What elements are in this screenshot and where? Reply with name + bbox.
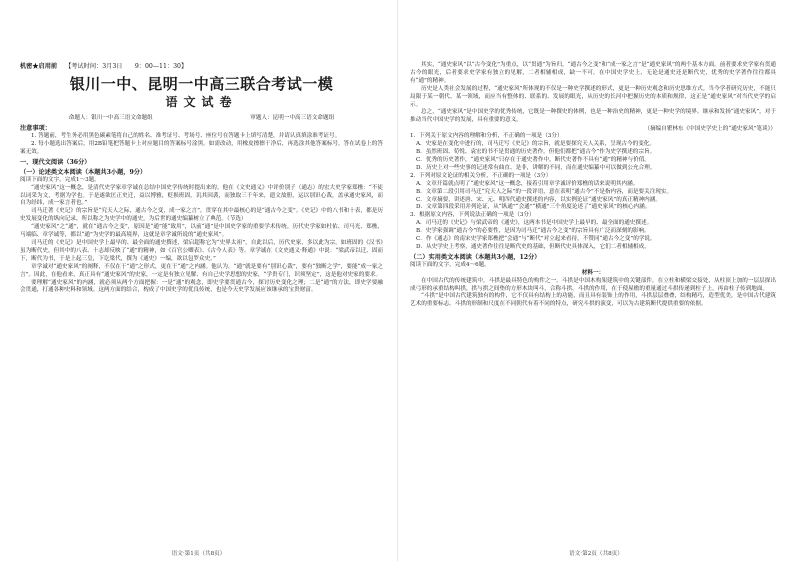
section-2-heading: （二）实用类文本阅读（本题共3小题，12分） [410,253,541,261]
setter-a: 命题人：银川一中高三语文命题组 [68,115,153,121]
option-b: B．文章第二段引用司马迁“究天人之际”的一段评语，意在表明“通古今”不是指内容，而是要关注现实。 [416,188,673,195]
citation: （摘编自瞿林东《中国史学史上的“通史家风”笔谈》） [644,126,776,133]
notice-1: 1. 答题前，考生务必用黑色碳素笔将自己的姓名、准考证号、考场号、座位号在答题卡上填写清楚，并请认真填涂准考证号。 [31,133,341,139]
section-1a-heading: （一）论述类文本阅读（本题共3小题，9分） [20,168,147,176]
paragraph: 历史是人类社会发展的过程，“通史家风”所体现的不仅是一种史学撰述的形式，更是一种历史观念和历史思维方式。当今学者研究历史，不能只局限于某一朝代、某一领域，而应当有整体的、联系的、发展的眼光，从历史的长河中把握历史的本质和规律，这正是“通史家风”对当代史学的启示。 [410,85,776,108]
paragraph: 其实，“通史家风”以“古今变化”为重点，以“贯通”为旨归，“通古今之变”和“成一家之言”是“通史家风”的两个基本方面。前者要求史学家有贯通古今的眼光，后者要求史学家有独立的见解，二者相辅相成，缺一不可。在中国史学史上，无论是通史还是断代史，优秀的史学著作往往都具有“通”的精神。 [410,62,776,84]
exam-title: 银川一中、昆明一中高三联合考试一模 [69,75,334,93]
paragraph: 要理解“通史家风”的内涵，就必须从两个方面把握：一是“通”的观念，即史学要贯通古今，探讨历史变化之理；二是“通”的方法，即史学要融会贯通，打通各种史料和领域。这两方面的结合，构成了中国史学的优良传统，也是今天史学发展应该继承的宝贵财富。 [20,279,383,294]
exam-subtitle: 语文试卷 [165,95,238,109]
page-footer: 语文·第2页（共8页） [569,551,623,557]
paragraph: 在中国古代的传统建筑中，斗拱是最具特色的构件之一。斗拱是中国木构架建筑中的关键部件，在立柱和横梁交接处，从柱顶上加的一层层探出成弓形的承重结构叫拱，拱与拱之间垫的方形木块叫斗，合称斗拱。斗拱的作用，在于使屋檐的重量通过斗拱传递到柱子上，再由柱子传到地面。 [410,277,776,292]
question-3: 3．根据原文内容，下列说法正确的一项是（3分） [410,212,535,219]
option-b: B．虽然班固、荀悦、袁宏的书不是贯通的历史著作，但他们都把“通古今”作为史学撰述的宗旨。 [416,149,656,156]
secret-label: 机密★启用前 [20,63,58,70]
setter-b: 审题人：昆明一中高三语文命题组 [250,115,335,121]
option-a: A．史家是在变化中进行的，司马迁写《史记》的宗旨，就是要探究天人关系，呈现古今的变化。 [416,141,655,148]
paragraph: “通史家风”之“通”，就在“通古今之变”，原因是“通”能“致用”，以前“通”是中国史学家的重要学术传统。历代史学家如杜佑、司马光、郑樵、马端临、章学诚等，都以“通”为史学的最高境界，这就是章学诚所说的“通史家风”。 [20,224,383,239]
paragraph: “通史家风”这一概念，是清代史学家章学诚在总结中国史学传统时提出来的。他在《文史通义》中评价别子（通志）的宏大史学家郑樵：“不徒以词采为文，考据为学也。于是遂欲匡正史迁，益以博雅，贬损班固，讥其因袭，而独取三千年来，遗文故册，运以别识心裁，盖承通史家风，而自为经纬，成一家言者也。” [20,184,383,207]
option-d: D．历史上对一些史事的记述常有曲直、是非，讲解的不同，而在通史编纂中可以做到公允合理。 [416,164,656,171]
paragraph: 司马迁的《史记》是中国史学上最早的、最全面的通史撰述，梁启超称它为“史界太祖”，自此以后，历代史家，多以此为宗，如班固的《汉书》虽为断代史，但其中的八表、十志却反映了“通”的精神，如《百官公卿表》、《古今人表》等。章学诚在《文史通义·释通》中说：“梁武帝以迁、固而下，断代为书，于是上起三皇，下讫梁代，撰为《通史》一编，欲以包罗众史。” [20,239,383,262]
question-1: 1．下列关于原文内容的理解和分析，不正确的一项是（3分） [410,133,563,140]
page-2 [397,0,794,561]
option-c: C．优秀的历史著作，“通史家风”只存在于通史著作中，断代史著作不具有“通”的精神与价值。 [416,156,650,163]
exam-time: 【考试时间：3月3日 9：00—11：30】 [65,63,188,70]
option-d: D．文章第四段采用并列论证，从“纵通”“会通”“横通”三个角度论述了“通史家风”的核心内涵。 [416,204,651,211]
paragraph: 章学诚对“通史家风”的阐释，不仅在于“通”之形式，更在于“通”之内涵。他认为，“通”就是要有“别识心裁”，要有“独断之学”，要能“成一家之言”。因此，在他看来，真正具有“通史家风”的史家，一定是有独立见解、有自己史学思想的史家，“学贵专门，识须坚定”，这是他对史家的要求。 [20,263,383,278]
option-a: A．司马迁的《史记》与梁武帝的《通史》，这两本书是中国史学上最早的、最全面的通史撰述。 [416,220,653,227]
setters [20,114,383,122]
option-c: C．文章摘要，讲述唐、宋、元、明四代通史撰述的内容，以实例论证“通史家风”的真正精神内涵。 [416,196,661,203]
option-b: B．史学家强调“通古今”的必要性，是因为司马迁“通古今之变”的宗旨具有广泛而深刻的影响。 [416,228,650,235]
page-footer: 语文·第1页（共8页） [171,551,226,557]
material-1-label: 材料一： [581,269,605,276]
paragraph: 总之，“通史家风”是中国史学的优秀传统，它既是一种撰史的体例，也是一种治史的精神，更是一种史学的境界。继承和发扬“通史家风”，对于推动当代中国史学的发展，具有重要的意义。 [410,109,776,124]
question-2: 2．下列对原文论证的相关分析，不正确的一项是（3分） [410,172,552,179]
section-1-heading: 一、现代文阅读（36分） [20,158,91,166]
paragraph: “斗拱”是中国古代建筑独有的构件，它不仅具有结构上的功能，而且具有装饰上的作用，斗拱层层叠叠，结构精巧，造型优美，是中国古代建筑艺术的重要标志。斗拱的形制和尺度在不同朝代有着不同的特点，研究斗拱的演变，可以为古建筑断代提供重要的依据。 [410,293,776,308]
paragraph: 司马迁著《史记》的宗旨是“究天人之际，通古今之变，成一家之言”，贯穿在其中最核心的是“通古今之变”。《史记》中的八书和十表，都是历史发展变化的纵向记录，所以称之为史学中的通史，为后世的通史编纂树立了典范。（节选） [20,208,383,223]
option-d: D．从史学史上考察，通史著作往往是断代史的基础，但断代史具体深入，它们二者相辅相成。 [416,243,650,250]
exam-header [20,62,383,71]
option-c: C．作《通志》的南宋史学家郑樵把“会通”与“断代”对立起来看待，不赞同“通古今之变”的学说。 [416,236,656,243]
notice-title: 注意事项： [20,125,51,132]
instruction: 阅读下面的文字，完成4～6题。 [410,261,490,268]
notice-2: 2. 每小题选出答案后，用2B铅笔把答题卡上对应题目的答案标号涂黑。如需改动，用橡皮擦擦干净后，再选涂其他答案标号。答在试卷上的答案无效。 [20,140,383,155]
option-a: A．文章开篇就点明了“通史家风”这一概念，接着引用章学诚评价郑樵的话来说明其内涵。 [416,180,639,187]
instruction: 阅读下面的文字，完成1～3题。 [20,176,100,183]
